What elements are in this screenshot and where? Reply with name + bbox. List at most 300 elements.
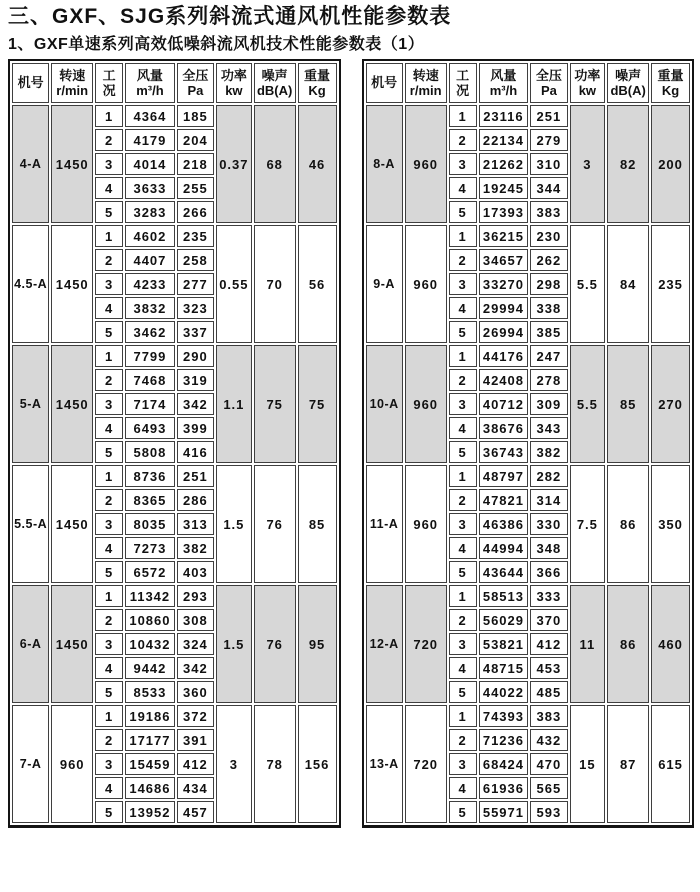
flow-cell: 4602 [125, 225, 175, 247]
flow-cell: 48715 [479, 657, 529, 679]
model-cell: 12-A [366, 585, 403, 703]
page-subtitle: 1、GXF单速系列高效低噪斜流风机技术性能参数表（1） [8, 36, 425, 54]
pressure-cell: 432 [530, 729, 567, 751]
header-pressure-line2: Pa [540, 83, 557, 99]
condition-cell: 1 [95, 705, 123, 727]
pressure-cell: 279 [530, 129, 567, 151]
flow-cell: 36743 [479, 441, 529, 463]
condition-cell: 1 [449, 225, 477, 247]
noise-cell: 82 [607, 105, 649, 223]
header-row [12, 63, 337, 103]
flow-cell: 8533 [125, 681, 175, 703]
header-speed-line1: 转速 [412, 67, 439, 83]
flow-cell: 4364 [125, 105, 175, 127]
power-cell: 5.5 [570, 225, 606, 343]
flow-cell: 21262 [479, 153, 529, 175]
condition-cell: 4 [95, 177, 123, 199]
weight-cell: 460 [651, 585, 690, 703]
flow-cell: 34657 [479, 249, 529, 271]
header-noise-line1: 噪声 [261, 67, 288, 83]
pressure-cell: 370 [530, 609, 567, 631]
data-row [12, 705, 337, 727]
pressure-cell: 412 [177, 753, 214, 775]
pressure-cell: 372 [177, 705, 214, 727]
condition-cell: 4 [449, 177, 477, 199]
condition-cell: 2 [449, 729, 477, 751]
weight-cell: 270 [651, 345, 690, 463]
condition-cell: 5 [95, 441, 123, 463]
speed-cell: 1450 [51, 225, 93, 343]
pressure-cell: 277 [177, 273, 214, 295]
header-condition-line2: 况 [456, 83, 470, 99]
pressure-cell: 204 [177, 129, 214, 151]
model-cell: 5-A [12, 345, 49, 463]
data-row [12, 585, 337, 607]
flow-cell: 55971 [479, 801, 529, 823]
condition-cell: 5 [449, 321, 477, 343]
pressure-cell: 266 [177, 201, 214, 223]
flow-cell: 26994 [479, 321, 529, 343]
header-noise-line1: 噪声 [615, 67, 642, 83]
condition-cell: 5 [449, 801, 477, 823]
header-power-line2: kw [225, 83, 243, 99]
condition-cell: 1 [449, 585, 477, 607]
noise-cell: 85 [607, 345, 649, 463]
condition-cell: 3 [449, 633, 477, 655]
condition-cell: 4 [449, 417, 477, 439]
condition-cell: 1 [449, 705, 477, 727]
condition-cell: 1 [449, 105, 477, 127]
model-group-11-A [366, 465, 691, 583]
flow-cell: 3832 [125, 297, 175, 319]
pressure-cell: 247 [530, 345, 567, 367]
weight-cell: 615 [651, 705, 690, 823]
condition-cell: 5 [95, 681, 123, 703]
flow-cell: 5808 [125, 441, 175, 463]
flow-cell: 74393 [479, 705, 529, 727]
speed-cell: 960 [405, 225, 447, 343]
header-power [570, 63, 606, 103]
condition-cell: 1 [95, 585, 123, 607]
header-speed-line2: r/min [56, 83, 89, 99]
weight-cell: 200 [651, 105, 690, 223]
condition-cell: 1 [95, 105, 123, 127]
pressure-cell: 251 [530, 105, 567, 127]
condition-cell: 2 [449, 129, 477, 151]
data-row [366, 105, 691, 127]
weight-cell: 56 [298, 225, 337, 343]
header-flow-line2: m³/h [136, 83, 164, 99]
flow-cell: 42408 [479, 369, 529, 391]
data-row [366, 225, 691, 247]
power-cell: 0.37 [216, 105, 252, 223]
flow-cell: 71236 [479, 729, 529, 751]
table-header [366, 63, 691, 103]
pressure-cell: 258 [177, 249, 214, 271]
pressure-cell: 251 [177, 465, 214, 487]
header-pressure [177, 63, 214, 103]
model-group-8-A [366, 105, 691, 223]
condition-cell: 2 [449, 369, 477, 391]
model-cell: 4.5-A [12, 225, 49, 343]
noise-cell: 86 [607, 585, 649, 703]
condition-cell: 1 [449, 465, 477, 487]
condition-cell: 2 [95, 369, 123, 391]
condition-cell: 2 [95, 489, 123, 511]
data-row [12, 105, 337, 127]
header-flow-line1: 风量 [136, 67, 163, 83]
pressure-cell: 324 [177, 633, 214, 655]
performance-table-left-frame [8, 59, 341, 828]
condition-cell: 4 [95, 777, 123, 799]
speed-cell: 720 [405, 705, 447, 823]
model-group-9-A [366, 225, 691, 343]
header-speed [405, 63, 447, 103]
weight-cell: 75 [298, 345, 337, 463]
noise-cell: 87 [607, 705, 649, 823]
header-power-line1: 功率 [220, 67, 247, 83]
data-row [366, 585, 691, 607]
flow-cell: 15459 [125, 753, 175, 775]
header-flow [479, 63, 529, 103]
pressure-cell: 298 [530, 273, 567, 295]
header-speed-line1: 转速 [59, 67, 86, 83]
flow-cell: 17177 [125, 729, 175, 751]
header-model-line1: 机号 [17, 75, 44, 91]
flow-cell: 19186 [125, 705, 175, 727]
condition-cell: 2 [449, 489, 477, 511]
header-weight [651, 63, 690, 103]
header-model-line1: 机号 [371, 75, 398, 91]
header-weight-line1: 重量 [657, 67, 684, 83]
noise-cell: 84 [607, 225, 649, 343]
pressure-cell: 310 [530, 153, 567, 175]
speed-cell: 1450 [51, 585, 93, 703]
flow-cell: 10432 [125, 633, 175, 655]
pressure-cell: 416 [177, 441, 214, 463]
flow-cell: 7799 [125, 345, 175, 367]
model-group-6-A [12, 585, 337, 703]
condition-cell: 3 [449, 753, 477, 775]
pressure-cell: 342 [177, 393, 214, 415]
flow-cell: 10860 [125, 609, 175, 631]
condition-cell: 3 [95, 393, 123, 415]
condition-cell: 5 [95, 201, 123, 223]
model-cell: 10-A [366, 345, 403, 463]
speed-cell: 1450 [51, 345, 93, 463]
condition-cell: 1 [95, 345, 123, 367]
model-group-10-A [366, 345, 691, 463]
header-weight [298, 63, 337, 103]
condition-cell: 4 [449, 777, 477, 799]
flow-cell: 4407 [125, 249, 175, 271]
model-group-5.5-A [12, 465, 337, 583]
header-flow-line2: m³/h [489, 83, 518, 99]
condition-cell: 5 [449, 561, 477, 583]
data-row [366, 345, 691, 367]
condition-cell: 4 [449, 657, 477, 679]
header-noise [254, 63, 296, 103]
header-weight-line1: 重量 [304, 67, 331, 83]
pressure-cell: 453 [530, 657, 567, 679]
pressure-cell: 383 [530, 201, 567, 223]
model-group-13-A [366, 705, 691, 823]
pressure-cell: 286 [177, 489, 214, 511]
model-cell: 7-A [12, 705, 49, 823]
condition-cell: 1 [95, 225, 123, 247]
condition-cell: 3 [95, 513, 123, 535]
flow-cell: 44994 [479, 537, 529, 559]
header-condition-line1: 工 [456, 67, 470, 83]
condition-cell: 4 [95, 537, 123, 559]
pressure-cell: 366 [530, 561, 567, 583]
header-power [216, 63, 252, 103]
weight-cell: 350 [651, 465, 690, 583]
flow-cell: 58513 [479, 585, 529, 607]
pressure-cell: 470 [530, 753, 567, 775]
power-cell: 7.5 [570, 465, 606, 583]
flow-cell: 3633 [125, 177, 175, 199]
condition-cell: 2 [95, 609, 123, 631]
condition-cell: 5 [95, 561, 123, 583]
pressure-cell: 218 [177, 153, 214, 175]
flow-cell: 48797 [479, 465, 529, 487]
header-noise-line2: dB(A) [256, 83, 293, 99]
flow-cell: 8365 [125, 489, 175, 511]
pressure-cell: 262 [530, 249, 567, 271]
flow-cell: 4233 [125, 273, 175, 295]
weight-cell: 85 [298, 465, 337, 583]
model-group-7-A [12, 705, 337, 823]
flow-cell: 8035 [125, 513, 175, 535]
condition-cell: 3 [95, 153, 123, 175]
speed-cell: 960 [405, 465, 447, 583]
model-cell: 13-A [366, 705, 403, 823]
weight-cell: 156 [298, 705, 337, 823]
pressure-cell: 309 [530, 393, 567, 415]
flow-cell: 38676 [479, 417, 529, 439]
power-cell: 1.1 [216, 345, 252, 463]
flow-cell: 4014 [125, 153, 175, 175]
flow-cell: 3462 [125, 321, 175, 343]
flow-cell: 13952 [125, 801, 175, 823]
header-weight-line2: Kg [308, 83, 326, 99]
pressure-cell: 342 [177, 657, 214, 679]
flow-cell: 44176 [479, 345, 529, 367]
pressure-cell: 382 [177, 537, 214, 559]
condition-cell: 3 [95, 273, 123, 295]
flow-cell: 33270 [479, 273, 529, 295]
model-cell: 8-A [366, 105, 403, 223]
pressure-cell: 333 [530, 585, 567, 607]
data-row [12, 225, 337, 247]
header-condition [95, 63, 123, 103]
pressure-cell: 412 [530, 633, 567, 655]
header-condition [449, 63, 477, 103]
flow-cell: 17393 [479, 201, 529, 223]
data-row [12, 465, 337, 487]
flow-cell: 9442 [125, 657, 175, 679]
header-weight-line2: Kg [661, 83, 680, 99]
flow-cell: 29994 [479, 297, 529, 319]
flow-cell: 19245 [479, 177, 529, 199]
pressure-cell: 434 [177, 777, 214, 799]
pressure-cell: 290 [177, 345, 214, 367]
header-pressure-line2: Pa [187, 83, 204, 99]
header-speed [51, 63, 93, 103]
pressure-cell: 485 [530, 681, 567, 703]
power-cell: 3 [570, 105, 606, 223]
condition-cell: 2 [449, 609, 477, 631]
flow-cell: 53821 [479, 633, 529, 655]
model-group-4-A [12, 105, 337, 223]
power-cell: 15 [570, 705, 606, 823]
condition-cell: 4 [95, 657, 123, 679]
flow-cell: 7468 [125, 369, 175, 391]
header-model [366, 63, 403, 103]
noise-cell: 78 [254, 705, 296, 823]
speed-cell: 1450 [51, 465, 93, 583]
model-cell: 11-A [366, 465, 403, 583]
table-header [12, 63, 337, 103]
noise-cell: 76 [254, 465, 296, 583]
pressure-cell: 255 [177, 177, 214, 199]
flow-cell: 43644 [479, 561, 529, 583]
flow-cell: 4179 [125, 129, 175, 151]
power-cell: 1.5 [216, 465, 252, 583]
flow-cell: 40712 [479, 393, 529, 415]
header-pressure [530, 63, 567, 103]
condition-cell: 5 [449, 441, 477, 463]
flow-cell: 8736 [125, 465, 175, 487]
pressure-cell: 278 [530, 369, 567, 391]
pressure-cell: 382 [530, 441, 567, 463]
power-cell: 5.5 [570, 345, 606, 463]
power-cell: 3 [216, 705, 252, 823]
weight-cell: 46 [298, 105, 337, 223]
performance-table-right [364, 61, 693, 825]
condition-cell: 2 [449, 249, 477, 271]
pressure-cell: 330 [530, 513, 567, 535]
pressure-cell: 323 [177, 297, 214, 319]
pressure-cell: 343 [530, 417, 567, 439]
noise-cell: 70 [254, 225, 296, 343]
flow-cell: 36215 [479, 225, 529, 247]
page-title: 三、GXF、SJG系列斜流式通风机性能参数表 [8, 5, 452, 28]
condition-cell: 1 [95, 465, 123, 487]
pressure-cell: 185 [177, 105, 214, 127]
header-condition-line1: 工 [102, 67, 116, 83]
pressure-cell: 457 [177, 801, 214, 823]
condition-cell: 3 [95, 753, 123, 775]
noise-cell: 76 [254, 585, 296, 703]
header-flow-line1: 风量 [490, 67, 517, 83]
header-pressure-line1: 全压 [535, 67, 562, 83]
header-noise [607, 63, 649, 103]
header-speed-line2: r/min [409, 83, 442, 99]
speed-cell: 960 [405, 345, 447, 463]
header-pressure-line1: 全压 [182, 67, 209, 83]
noise-cell: 68 [254, 105, 296, 223]
condition-cell: 2 [95, 129, 123, 151]
flow-cell: 6572 [125, 561, 175, 583]
condition-cell: 5 [449, 201, 477, 223]
model-cell: 9-A [366, 225, 403, 343]
header-flow [125, 63, 175, 103]
performance-table-left [10, 61, 339, 825]
header-noise-line2: dB(A) [610, 83, 646, 99]
pressure-cell: 338 [530, 297, 567, 319]
pressure-cell: 230 [530, 225, 567, 247]
flow-cell: 61936 [479, 777, 529, 799]
pressure-cell: 235 [177, 225, 214, 247]
speed-cell: 720 [405, 585, 447, 703]
condition-cell: 3 [449, 513, 477, 535]
speed-cell: 1450 [51, 105, 93, 223]
flow-cell: 22134 [479, 129, 529, 151]
condition-cell: 2 [95, 729, 123, 751]
model-group-5-A [12, 345, 337, 463]
flow-cell: 56029 [479, 609, 529, 631]
condition-cell: 3 [449, 273, 477, 295]
pressure-cell: 319 [177, 369, 214, 391]
condition-cell: 3 [449, 393, 477, 415]
condition-cell: 1 [449, 345, 477, 367]
weight-cell: 235 [651, 225, 690, 343]
flow-cell: 23116 [479, 105, 529, 127]
power-cell: 0.55 [216, 225, 252, 343]
pressure-cell: 344 [530, 177, 567, 199]
model-group-12-A [366, 585, 691, 703]
tables-container [8, 59, 694, 828]
model-cell: 4-A [12, 105, 49, 223]
model-group-4.5-A [12, 225, 337, 343]
condition-cell: 4 [95, 417, 123, 439]
data-row [12, 345, 337, 367]
pressure-cell: 593 [530, 801, 567, 823]
flow-cell: 47821 [479, 489, 529, 511]
pressure-cell: 403 [177, 561, 214, 583]
flow-cell: 6493 [125, 417, 175, 439]
condition-cell: 4 [449, 537, 477, 559]
pressure-cell: 399 [177, 417, 214, 439]
speed-cell: 960 [405, 105, 447, 223]
pressure-cell: 282 [530, 465, 567, 487]
pressure-cell: 337 [177, 321, 214, 343]
condition-cell: 4 [449, 297, 477, 319]
model-cell: 6-A [12, 585, 49, 703]
pressure-cell: 391 [177, 729, 214, 751]
pressure-cell: 293 [177, 585, 214, 607]
pressure-cell: 348 [530, 537, 567, 559]
flow-cell: 44022 [479, 681, 529, 703]
flow-cell: 7174 [125, 393, 175, 415]
condition-cell: 5 [95, 321, 123, 343]
flow-cell: 11342 [125, 585, 175, 607]
noise-cell: 86 [607, 465, 649, 583]
power-cell: 11 [570, 585, 606, 703]
pressure-cell: 565 [530, 777, 567, 799]
header-model [12, 63, 49, 103]
condition-cell: 5 [449, 681, 477, 703]
header-power-line2: kw [578, 83, 597, 99]
condition-cell: 5 [95, 801, 123, 823]
data-row [366, 465, 691, 487]
flow-cell: 46386 [479, 513, 529, 535]
pressure-cell: 383 [530, 705, 567, 727]
flow-cell: 14686 [125, 777, 175, 799]
condition-cell: 4 [95, 297, 123, 319]
